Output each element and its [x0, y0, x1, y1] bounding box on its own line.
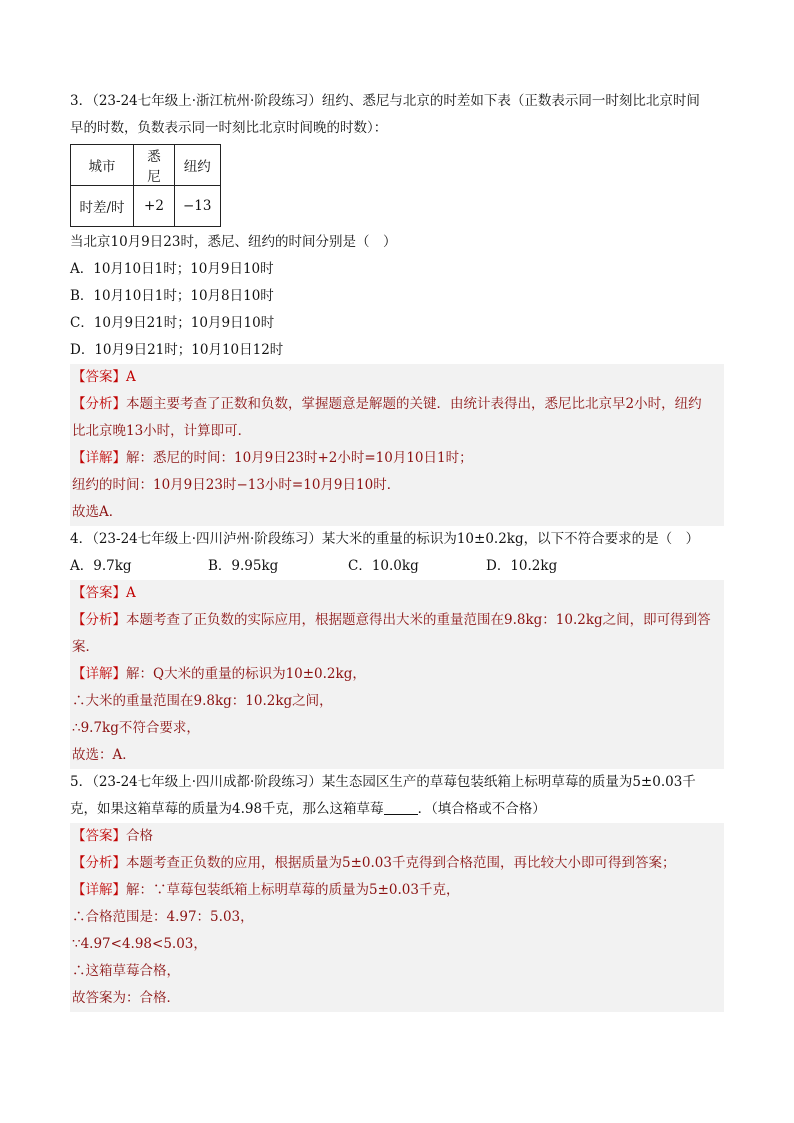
- q4-detail-line2: ∴大米的重量范围在9.8kg：10.2kg之间，: [72, 693, 333, 709]
- q4-option-d: D．10.2kg: [486, 558, 558, 574]
- table-cell: 城市: [71, 145, 134, 186]
- q5-head-text-end: ．（填合格或不合格）: [417, 801, 546, 817]
- q3-head-line1: 3．（23-24七年级上·浙江杭州·阶段练习）纽约、悉尼与北京的时差如下表（正数表示同一时刻比北京时间: [70, 93, 700, 109]
- q5-detail-line1: [72, 877, 724, 904]
- q4-analysis-line2: 案．: [72, 639, 99, 655]
- q3-option-a: A．10月10日1时；10月9日10时: [70, 261, 274, 277]
- answer-tag: 【答案】: [72, 828, 126, 844]
- question-4: [70, 526, 724, 769]
- q3-head-line2: 早的时数，负数表示同一时刻比北京时间晚的时数）：: [70, 120, 388, 136]
- q4-answer-line: [72, 580, 724, 607]
- q5-detail-line4: ∴这箱草莓合格，: [72, 963, 180, 979]
- document-page: [70, 88, 724, 1012]
- question-5: [70, 769, 724, 1012]
- q5-solution-block: [70, 823, 724, 1012]
- q5-head-line2: [70, 796, 724, 823]
- q3-option-c: C．10月9日21时；10月9日10时: [70, 315, 275, 331]
- detail-text: 解：悉尼的时间：10月9日23时+2小时=10月10日1时；: [126, 450, 473, 466]
- q5-detail-line3: ∵4.97<4.98<5.03，: [72, 936, 207, 952]
- table-cell: 纽约: [175, 145, 221, 186]
- q3-answer-line: [72, 364, 724, 391]
- detail-tag: 【详解】: [72, 450, 126, 466]
- q3-detail-line1: [72, 445, 724, 472]
- q4-detail-line4: 故选：A．: [72, 747, 136, 763]
- detail-text: 解：Q大米的重量的标识为10±0.2kg，: [126, 666, 366, 682]
- q4-detail-line1: [72, 661, 724, 688]
- answer-value: 合格: [126, 828, 153, 844]
- table-row: [71, 186, 221, 227]
- detail-tag: 【详解】: [72, 882, 126, 898]
- q3-detail-line3: 故选A．: [72, 504, 123, 520]
- q5-head-line1: 5．（23-24七年级上·四川成都·阶段练习）某生态园区生产的草莓包装纸箱上标明草莓的质量为5±0.03千: [70, 774, 696, 790]
- q4-analysis-line1: [72, 607, 724, 634]
- analysis-text: 本题考查了正负数的实际应用，根据题意得出大米的重量范围在9.8kg：10.2kg之间，即可得到答: [126, 612, 711, 628]
- q3-analysis-line2: 比北京晚13小时，计算即可．: [72, 423, 252, 439]
- table-cell: 时差/时: [71, 186, 134, 227]
- table-cell: 悉尼: [134, 145, 175, 186]
- q5-analysis-line: [72, 850, 724, 877]
- q3-solution-block: [70, 364, 724, 526]
- analysis-tag: 【分析】: [72, 612, 126, 628]
- analysis-text: 本题考查正负数的应用，根据质量为5±0.03千克得到合格范围，再比较大小即可得到答案；: [126, 855, 676, 871]
- detail-tag: 【详解】: [72, 666, 126, 682]
- q5-detail-line2: ∴合格范围是：4.97：5.03，: [72, 909, 254, 925]
- q4-detail-line3: ∴9.7kg不符合要求，: [72, 720, 200, 736]
- q3-option-b: B．10月10日1时；10月8日10时: [70, 288, 274, 304]
- answer-tag: 【答案】: [72, 369, 126, 385]
- detail-text: 解：∵草莓包装纸箱上标明草莓的质量为5±0.03千克，: [126, 882, 460, 898]
- table-cell: +2: [134, 186, 175, 227]
- q4-options: [70, 553, 724, 580]
- q5-answer-line: [72, 823, 724, 850]
- q4-option-b: B．9.95kg: [208, 558, 279, 574]
- answer-tag: 【答案】: [72, 585, 126, 601]
- table-cell: −13: [175, 186, 221, 227]
- answer-blank: [384, 800, 418, 815]
- analysis-tag: 【分析】: [72, 396, 126, 412]
- q3-detail-line2: 纽约的时间：10月9日23时−13小时=10月9日10时．: [72, 477, 401, 493]
- time-difference-table: [70, 144, 221, 227]
- q5-head-text: 克，如果这箱草莓的质量为4.98千克，那么这箱草莓: [70, 801, 384, 817]
- q4-option-a: A．9.7kg: [70, 558, 132, 574]
- q4-option-c: C．10.0kg: [348, 558, 419, 574]
- q5-detail-line5: 故答案为：合格．: [72, 990, 180, 1006]
- table-header-row: [71, 145, 221, 186]
- q3-stem: 当北京10月9日23时，悉尼、纽约的时间分别是（ ）: [70, 234, 397, 250]
- q4-solution-block: [70, 580, 724, 769]
- q3-analysis-line1: [72, 391, 724, 418]
- q3-option-d: D．10月9日21时；10月10日12时: [70, 342, 284, 358]
- question-3: [70, 88, 724, 526]
- answer-value: A: [126, 585, 136, 601]
- analysis-tag: 【分析】: [72, 855, 126, 871]
- analysis-text: 本题主要考查了正数和负数，掌握题意是解题的关键．由统计表得出，悉尼比北京早2小时，纽约: [126, 396, 702, 412]
- q4-head: 4．（23-24七年级上·四川泸州·阶段练习）某大米的重量的标识为10±0.2kg，以下不符合要求的是（ ）: [70, 531, 700, 547]
- answer-value: A: [126, 369, 136, 385]
